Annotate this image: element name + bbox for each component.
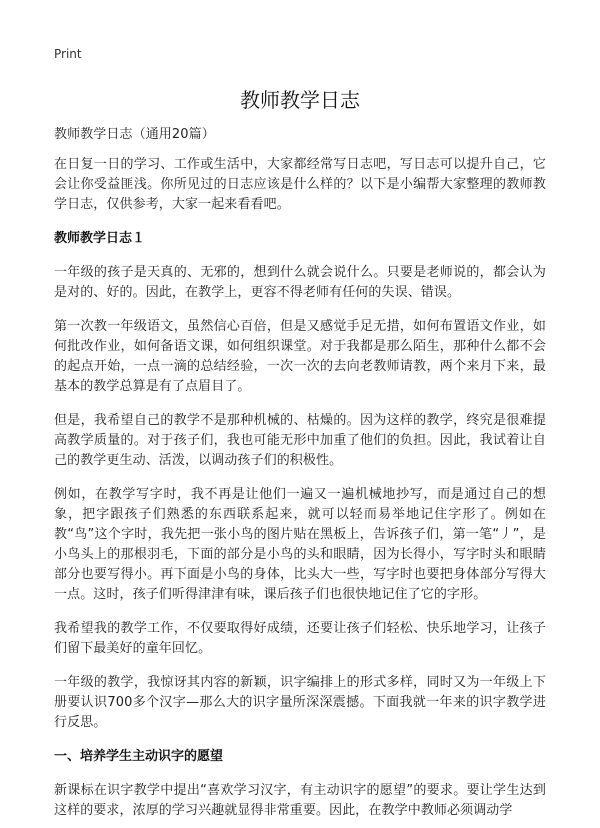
body-paragraph: 一年级的教学，我惊讶其内容的新颖，识字编排上的形式多样，同时又为一年级上下册要认识700多个汉字—那么大的识字量所深深震撼。下面我就一年来的识字教学进行反思。 (54, 675, 546, 730)
intro-paragraph: 在日复一日的学习、工作或生活中，大家都经常写日志吧，写日志可以提升自己，它会让你受益匪浅。你所见过的日志应该是什么样的？以下是小编帮大家整理的教师教学日志，仅供参考，大家一起来看看吧。 (54, 157, 546, 212)
body-paragraph: 一年级的孩子是天真的、无邪的，想到什么就会说什么。只要是老师说的，都会认为是对的、好的。因此，在教学上，更容不得老师有任何的失误、错误。 (54, 265, 546, 300)
body-paragraph: 我希望我的教学工作，不仅要取得好成绩，还要让孩子们轻松、快乐地学习，让孩子们留下最美好的童年回忆。 (54, 621, 546, 656)
print-link[interactable]: Print (54, 47, 82, 61)
body-paragraph-final: 新课标在识字教学中提出“喜欢学习汉字，有主动识字的愿望”的要求。要让学生达到这样的要求，浓厚的学习兴趣就显得非常重要。因此，在教学中教师必须调动学 (54, 783, 546, 818)
body-paragraph: 例如，在教学写字时，我不再是让他们一遍又一遍机械地抄写，而是通过自己的想象，把字跟孩子们熟悉的东西联系起来，就可以轻而易举地记住字形了。例如在教“鸟”这个字时，我先把一张小鸟的图片贴在黑板上，告诉孩子们，第一笔“丿”，是小鸟头上的那根羽毛，下面的部分是小鸟的头和眼睛，因为长得小，写字时头和眼睛部分也要写得小。再下面是小鸟的身体，比头大一些，写字时也要把身体部分写得大一点。这时，孩子们听得津津有味，课后孩子们也很快地记住了它的字形。 (54, 487, 546, 602)
body-paragraph: 第一次教一年级语文，虽然信心百倍，但是又感觉手足无措，如何布置语文作业，如何批改作业，如何备语文课，如何组织课堂。对于我都是那么陌生，那种什么都不会的起点开始，一点一滴的总结经验，一次一次的去向老教师请教，两个来月下来，最基本的教学总算是有了点眉目了。 (54, 319, 546, 394)
section-heading-2: 一、培养学生主动识字的愿望 (54, 749, 224, 764)
page-title: 教师教学日志 (240, 88, 360, 112)
body-paragraph: 但是，我希望自己的教学不是那种机械的、枯燥的。因为这样的教学，终究是很难提高教学质量的。对于孩子们，我也可能无形中加重了他们的负担。因此，我试着让自己的教学更生动、活泼，以调动孩子们的积极性。 (54, 413, 546, 468)
section-heading-1: 教师教学日志１ (54, 231, 146, 246)
document-subtitle: 教师教学日志（通用20篇） (54, 127, 215, 142)
